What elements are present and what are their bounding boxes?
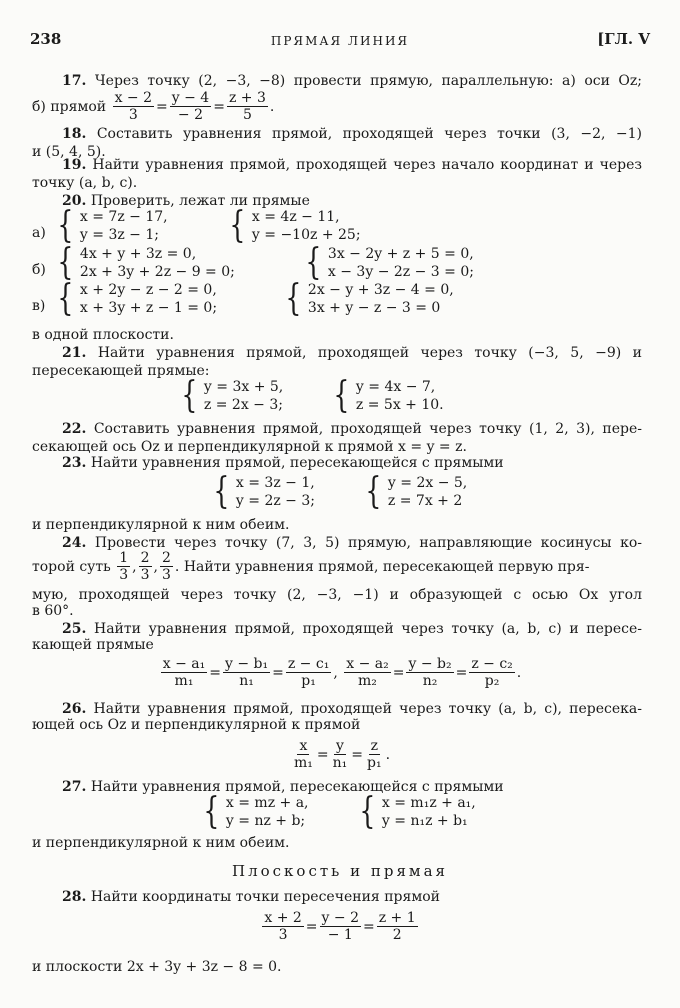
problem-25-line-1: 25. Найти уравнения прямой, проходящей через точку (a, b, c) и пересе-	[62, 621, 642, 637]
system-21-2: { y = 4x − 7, z = 5x + 10.	[333, 375, 444, 416]
problem-18-line-1: 18. Составить уравнения прямой, проходящей через точки (3, −2, −1)	[62, 126, 643, 142]
problem-23-end: и перпендикулярной к ним обеим.	[32, 517, 290, 533]
problem-21-line-2: пересекающей прямые:	[32, 363, 210, 379]
system-21-1: { y = 3x + 5, z = 2x − 3;	[181, 375, 284, 416]
problem-20-end: в одной плоскости.	[32, 327, 174, 343]
case-b-label: б)	[32, 262, 46, 278]
system-27-2: { x = m₁z + a₁, y = n₁z + b₁	[359, 791, 476, 832]
system-27-1: { x = mz + a, y = nz + b;	[203, 791, 309, 832]
fraction: $\frac{\text{z − c₂}}{\text{p₂}}$	[471, 656, 513, 689]
system-b2: { 3x − 2y + z + 5 = 0, x − 3y − 2z − 3 = 0;	[305, 242, 474, 283]
problem-28-equation: $\frac{x + 2}{3}$ = $\frac{y - 2}{- 1}$ = $\frac{z + 1}{2}$	[264, 910, 416, 943]
problem-27-line-1: 27. Найти уравнения прямой, пересекающейся с прямыми	[62, 779, 504, 795]
system-b1: { 4x + y + 3z = 0, 2x + 3y + 2z − 9 = 0;	[57, 242, 235, 283]
system-a2: { x = 4z − 11, y = −10z + 25;	[229, 205, 361, 246]
problem-26-line-1: 26. Найти уравнения прямой, проходящей через точку (a, b, c), пересека-	[62, 701, 642, 717]
fraction: $\frac{x}{\text{m₁}}$	[293, 738, 313, 771]
fraction: $\frac{y - 4}{- 2}$	[171, 90, 210, 123]
problem-17-line-2: б) прямой $\frac{x - 2}{3}$ = $\frac{y - 4}{- 2}$ = $\frac{z + 3}{5}$ .	[32, 90, 275, 123]
system-a1: { x = 7z − 17, y = 3z − 1;	[57, 205, 168, 246]
problem-28-line-1: 28. Найти координаты точки пересечения прямой	[62, 889, 440, 905]
problem-22-line-1: 22. Составить уравнения прямой, проходящей через точку (1, 2, 3), пере-	[62, 421, 642, 437]
problem-27-end: и перпендикулярной к ним обеим.	[32, 835, 290, 851]
fraction: $\frac{z + 3}{5}$	[228, 90, 266, 123]
fraction: $\frac{x + 2}{3}$	[264, 910, 302, 943]
system-c1: { x + 2y − z − 2 = 0, x + 3y + z − 1 = 0;	[57, 278, 218, 319]
problem-28-end: и плоскости 2x + 3y + 3z − 8 = 0.	[32, 959, 282, 975]
problem-24-line-3: мую, проходящей через точку (2, −3, −1) и образующей с осью Ox угол	[32, 587, 642, 603]
problem-19-line-2: точку (a, b, c).	[32, 175, 138, 191]
fraction: $\frac{2}{3}$	[140, 550, 150, 583]
page-number: 238	[30, 30, 62, 48]
case-a-label: а)	[32, 225, 46, 241]
fraction: $\frac{z}{\text{p₁}}$	[366, 738, 382, 771]
fraction: $\frac{2}{3}$	[162, 550, 171, 583]
system-23-1: { x = 3z − 1, y = 2z − 3;	[213, 471, 315, 512]
problem-24-line-2: торой суть $\frac{1}{3}$ , $\frac{2}{3}$ , $\frac{2}{3}$ . Найти уравнения прямой, пересекающей первую пря-	[32, 550, 590, 583]
fraction: $\frac{x - 2}{3}$	[114, 90, 153, 123]
problem-24-line-4: в 60°.	[32, 603, 74, 619]
system-c2: { 2x − y + 3z − 4 = 0, 3x + y − z − 3 = 0	[285, 278, 454, 319]
fraction: $\frac{y - 2}{- 1}$	[321, 910, 359, 943]
section-title: Плоскость и прямая	[232, 862, 448, 880]
fraction: $\frac{1}{3}$	[119, 550, 129, 583]
fraction: $\frac{y}{\text{n₁}}$	[332, 738, 348, 771]
fraction: $\frac{\text{y − b₂}}{\text{n₂}}$	[408, 656, 452, 689]
problem-26-equation: $\frac{x}{\text{m₁}}$ = $\frac{y}{\text{n₁}}$ = $\frac{z}{\text{p₁}}$ .	[293, 738, 391, 771]
chapter-label: [ГЛ. V	[597, 30, 650, 48]
problem-18-line-2: и (5, 4, 5).	[32, 144, 106, 160]
problem-22-line-2: секающей ось Oz и перпендикулярной к прямой x = y = z.	[32, 439, 467, 455]
fraction: $\frac{\text{x − a₁}}{\text{m₁}}$	[162, 656, 206, 689]
problem-17-line-1: 17. Через точку (2, −3, −8) провести прямую, параллельную: а) оси Oz;	[62, 73, 642, 89]
fraction: $\frac{\text{y − b₁}}{\text{n₁}}$	[224, 656, 269, 689]
fraction: $\frac{z + 1}{2}$	[378, 910, 416, 943]
problem-23-line-1: 23. Найти уравнения прямой, пересекающейся с прямыми	[62, 455, 504, 471]
problem-25-equations: $\frac{\text{x − a₁}}{\text{m₁}}$ = $\frac{\text{y − b₁}}{\text{n₁}}$ = $\frac{\text{z − c₁}}{\text{p₁}}$ , $\frac{\text{x − a₂}}{\text{m₂}}$ = $\frac{\text{y − b₂}}{\text{n₂}}$ = $\frac{\text{z − c₂}}{\text{p₂}}$ .	[162, 656, 522, 689]
problem-21-line-1: 21. Найти уравнения прямой, проходящей через точку (−3, 5, −9) и	[62, 345, 642, 361]
problem-26-line-2: ющей ось Oz и перпендикулярной к прямой	[32, 717, 361, 733]
case-c-label: в)	[32, 298, 46, 314]
fraction: $\frac{\text{z − c₁}}{\text{p₁}}$	[287, 656, 330, 689]
problem-20-line-1: 20. Проверить, лежат ли прямые	[62, 193, 310, 209]
problem-19-line-1: 19. Найти уравнения прямой, проходящей через начало координат и через	[62, 157, 643, 173]
system-23-2: { y = 2x − 5, z = 7x + 2	[365, 471, 468, 512]
running-title: ПРЯМАЯ ЛИНИЯ	[270, 34, 410, 48]
fraction: $\frac{\text{x − a₂}}{\text{m₂}}$	[346, 656, 389, 689]
problem-24-line-1: 24. Провести через точку (7, 3, 5) прямую, направляющие косинусы ко-	[62, 535, 642, 551]
problem-25-line-2: кающей прямые	[32, 637, 154, 653]
